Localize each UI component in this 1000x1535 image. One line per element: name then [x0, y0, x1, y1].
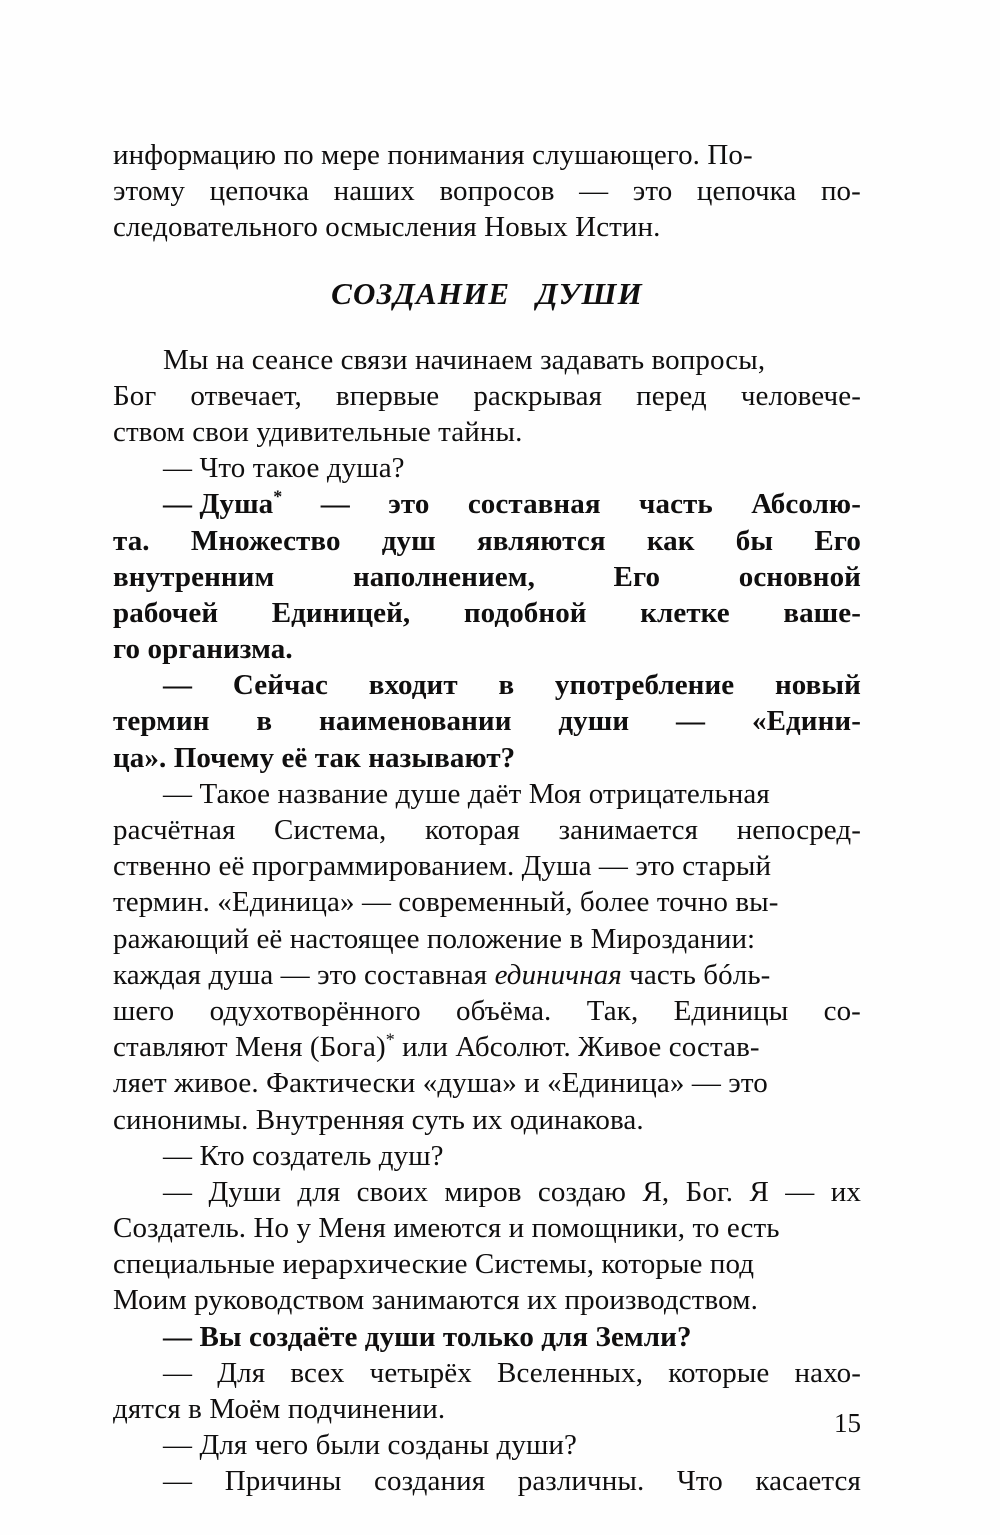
question-who-creates-souls [113, 1138, 861, 1174]
emphasis-word: единичная [494, 958, 622, 991]
text-line: ляет живое. Фактически «душа» и «Единица» — это [113, 1067, 768, 1100]
heading-word-1: СОЗДАНИЕ [331, 275, 511, 311]
text-line: термин в наименовании души — «Едини- [113, 705, 861, 738]
text-line: — Души для своих миров создаю Я, Бог. Я — их [163, 1175, 861, 1208]
text-line: — Для всех четырёх Вселенных, которые нахо- [163, 1356, 861, 1389]
text-line: — Причины создания различны. Что касается [163, 1465, 861, 1498]
text-line: — Вы создаёте души только для Земли? [163, 1320, 692, 1353]
footnote-marker: * [273, 486, 283, 507]
text-line: Мы на сеансе связи начинаем задавать вопросы, [163, 343, 766, 376]
text-line: Моим руководством занимаются их производством. [113, 1284, 758, 1317]
paragraph-continuation [113, 137, 861, 246]
text-line: информацию по мере понимания слушающего. По- [113, 139, 753, 171]
text-line: этому цепочка наших вопросов — это цепочка по- [113, 175, 861, 208]
answer-reasons-differ [113, 1463, 861, 1499]
text-line: расчётная Система, которая занимается непосред- [113, 814, 861, 846]
text-line: ца». Почему её так называют? [113, 741, 516, 774]
text-line: внутренним наполнением, Его основной [113, 560, 861, 593]
text-line: го организма. [113, 633, 293, 666]
text-line: каждая душа — это составная единичная часть бóль- [113, 958, 771, 991]
text-line: специальные иерархические Системы, которые под [113, 1248, 755, 1281]
answer-four-universes [113, 1355, 861, 1427]
answer-i-god-create-souls [113, 1174, 861, 1319]
text-line: — Кто создатель душ? [163, 1139, 444, 1172]
text-line: ставляют Меня (Бога)* или Абсолют. Живое состав- [113, 1029, 760, 1064]
text-line: — Сейчас входит в употребление новый [163, 669, 861, 702]
text-line: Создатель. Но у Меня имеются и помощники, то есть [113, 1212, 780, 1245]
text-line: — Для чего были созданы души? [163, 1429, 578, 1462]
answer-soul-part-of-absolute [113, 486, 861, 667]
question-souls-only-for-earth [113, 1319, 861, 1355]
text-line: — Душа* — это составная часть Абсолю- [163, 486, 861, 521]
text-line: шего одухотворённого объёма. Так, Единицы со- [113, 994, 861, 1027]
question-new-term-unit [113, 667, 861, 776]
footnote-marker: * [385, 1029, 395, 1050]
text-line: рабочей Единицей, подобной клетке ваше- [113, 596, 861, 629]
section-heading [113, 272, 861, 316]
heading-word-2: ДУШИ [536, 275, 643, 311]
text-line: дятся в Моём подчинении. [113, 1393, 446, 1425]
paragraph-session-intro [113, 342, 861, 451]
text-line: — Что такое душа? [163, 452, 405, 485]
text-line: синонимы. Внутренняя суть их одинакова. [113, 1103, 644, 1136]
text-line: та. Множество душ являются как бы Его [113, 524, 861, 557]
text-line: ством свои удивительные тайны. [113, 415, 523, 448]
text-line: ражающий её настоящее положение в Мироздании: [113, 922, 756, 955]
text-column [113, 137, 861, 1500]
text-line: термин. «Единица» — современный, более точно вы- [113, 886, 779, 919]
text-line: Бог отвечает, впервые раскрывая перед человече- [113, 379, 861, 412]
text-line: следовательного осмысления Новых Истин. [113, 211, 661, 244]
page-number: 15 [834, 1408, 861, 1438]
question-what-is-soul [113, 450, 861, 486]
answer-negative-calculating-system [113, 776, 861, 1138]
text-line: ственно её программированием. Душа — это старый [113, 850, 772, 883]
text-line: — Такое название душе даёт Моя отрицательная [163, 777, 770, 810]
question-why-souls-created [113, 1427, 861, 1463]
